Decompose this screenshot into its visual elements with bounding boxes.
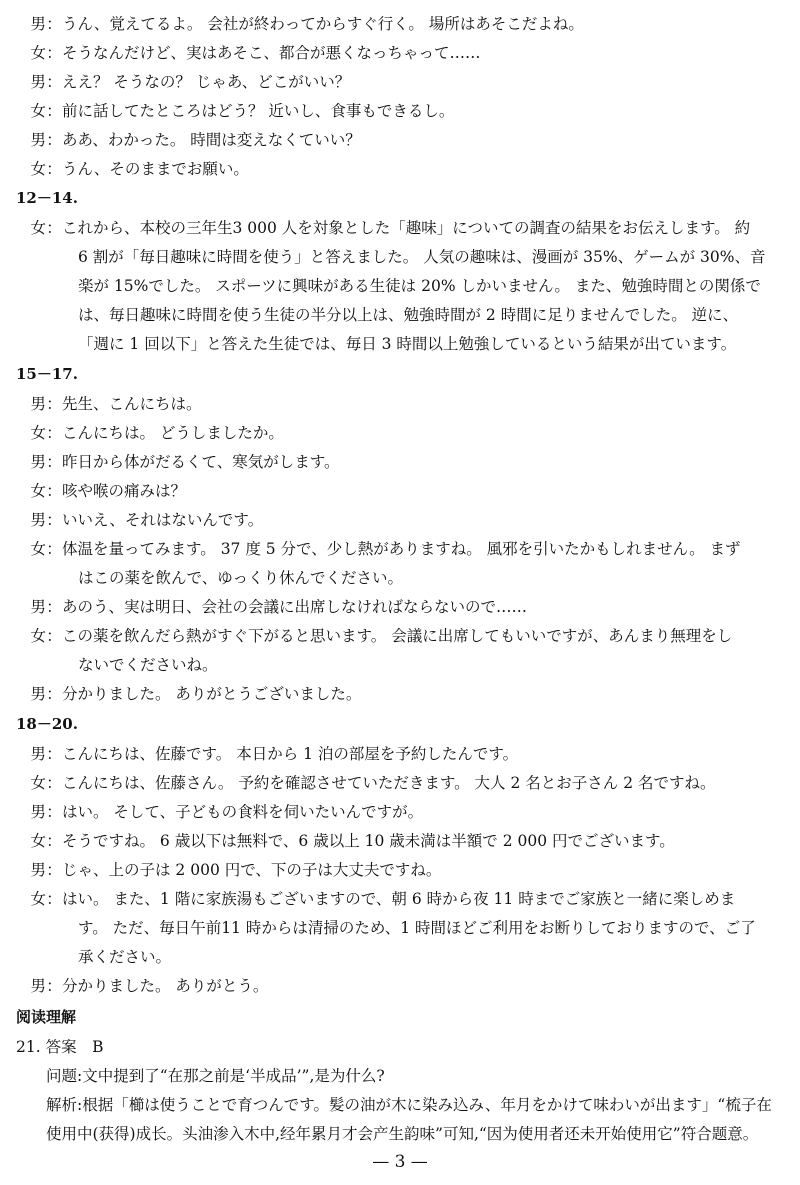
dialogue-line: 女：体温を量ってみます。 37 度 5 分で、少し熱がありますね。 風邪を引いたかもしれません。 まず	[30, 540, 741, 558]
dialogue-continuation: はこの薬を飲んで、ゆっくり休んでください。	[78, 569, 404, 587]
section-number: 18－20.	[16, 715, 78, 733]
page-number: — 3 —	[372, 1152, 428, 1172]
dialogue-line: 男：ああ、わかった。 時間は変えなくていい？	[30, 131, 361, 149]
question-line: 问题:文中提到了“在那之前是‘半成品’”,是为什么?	[46, 1067, 385, 1085]
section-heading: 阅读理解	[16, 1008, 77, 1026]
dialogue-line: 女：この薬を飲んだら熱がすぐ下がると思います。 会議に出席してもいいですが、あんまり無理をし	[30, 627, 733, 645]
dialogue-continuation: 6 割が「毎日趣味に時間を使う」と答えました。 人気の趣味は、漫画が 35%、ゲームが 30%、音	[78, 248, 766, 266]
dialogue-line: 男：こんにちは、佐藤です。 本日から 1 泊の部屋を予約したんです。	[30, 745, 519, 763]
dialogue-line: 男：ええ？ そうなの？ じゃあ、どこがいい？	[30, 73, 351, 91]
dialogue-continuation: は、毎日趣味に時間を使う生徒の半分以上は、勉強時間が 2 時間に足りませんでした。 逆に、	[78, 306, 739, 324]
dialogue-continuation: 楽が 15%でした。 スポーツに興味がある生徒は 20% しかいません。 また、勉強時間との関係で	[78, 277, 761, 295]
dialogue-line: 男：昨日から体がだるくて、寒気がします。	[30, 453, 340, 471]
dialogue-continuation: す。 ただ、毎日午前11 時からは清掃のため、1 時間ほどご利用をお断りしておりますので、ご了	[78, 919, 756, 937]
dialogue-line: 女：咳や喉の痛みは？	[30, 482, 187, 500]
dialogue-line: 男：分かりました。 ありがとう。	[30, 977, 269, 995]
dialogue-line: 男：あのう、実は明日、会社の会議に出席しなければならないので……	[30, 598, 528, 616]
dialogue-continuation: 承ください。	[78, 948, 172, 966]
dialogue-line: 男：はい。 そして、子どもの食料を伺いたいんですが。	[30, 803, 424, 821]
dialogue-line: 女：はい。 また、1 階に家族湯もございますので、朝 6 時から夜 11 時までご家族と一緒に楽しめま	[30, 890, 736, 908]
dialogue-line: 男：うん、覚えてるよ。 会社が終わってからすぐ行く。 場所はあそこだよね。	[30, 15, 584, 33]
dialogue-continuation: 「週に 1 回以下」と答えた生徒では、毎日 3 時間以上勉強しているという結果が出ています。	[78, 335, 737, 353]
section-number: 15－17.	[16, 365, 78, 383]
dialogue-line: 女：これから、本校の三年生3 000 人を対象とした「趣味」についての調査の結果をお伝えします。 約	[30, 219, 751, 237]
dialogue-continuation: ないでくださいね。	[78, 656, 218, 674]
dialogue-line: 女：こんにちは、佐藤さん。 予約を確認させていただきます。 大人 2 名とお子さん 2 名ですね。	[30, 774, 716, 792]
answer-line: 21. 答案 B	[16, 1038, 104, 1056]
dialogue-line: 男：いいえ、それはないんです。	[30, 511, 264, 529]
dialogue-line: 男：分かりました。 ありがとうございました。	[30, 685, 362, 703]
analysis-continuation: 使用中(获得)成长。头油渗入木中,经年累月才会产生韵味”可知,“因为使用者还未开始使用它”符合题意。	[46, 1125, 759, 1143]
analysis-line: 解析:根据「櫛は使うことで育つんです。髪の油が木に染み込み、年月をかけて味わいが出ます」“梳子在	[46, 1096, 772, 1114]
dialogue-line: 女：こんにちは。 どうしましたか。	[30, 424, 284, 442]
dialogue-line: 男：先生、こんにちは。	[30, 395, 202, 413]
dialogue-line: 女：そうなんだけど、実はあそこ、都合が悪くなっちゃって……	[30, 44, 481, 62]
dialogue-line: 女：うん、そのままでお願い。	[30, 160, 249, 178]
section-number: 12－14.	[16, 189, 78, 207]
dialogue-line: 男：じゃ、上の子は 2 000 円で、下の子は大丈夫ですね。	[30, 861, 442, 879]
dialogue-line: 女：そうですね。 6 歳以下は無料で、6 歳以上 10 歳未満は半額で 2 000 円でございます。	[30, 832, 675, 850]
dialogue-line: 女：前に話してたところはどう？ 近いし、食事もできるし。	[30, 102, 455, 120]
